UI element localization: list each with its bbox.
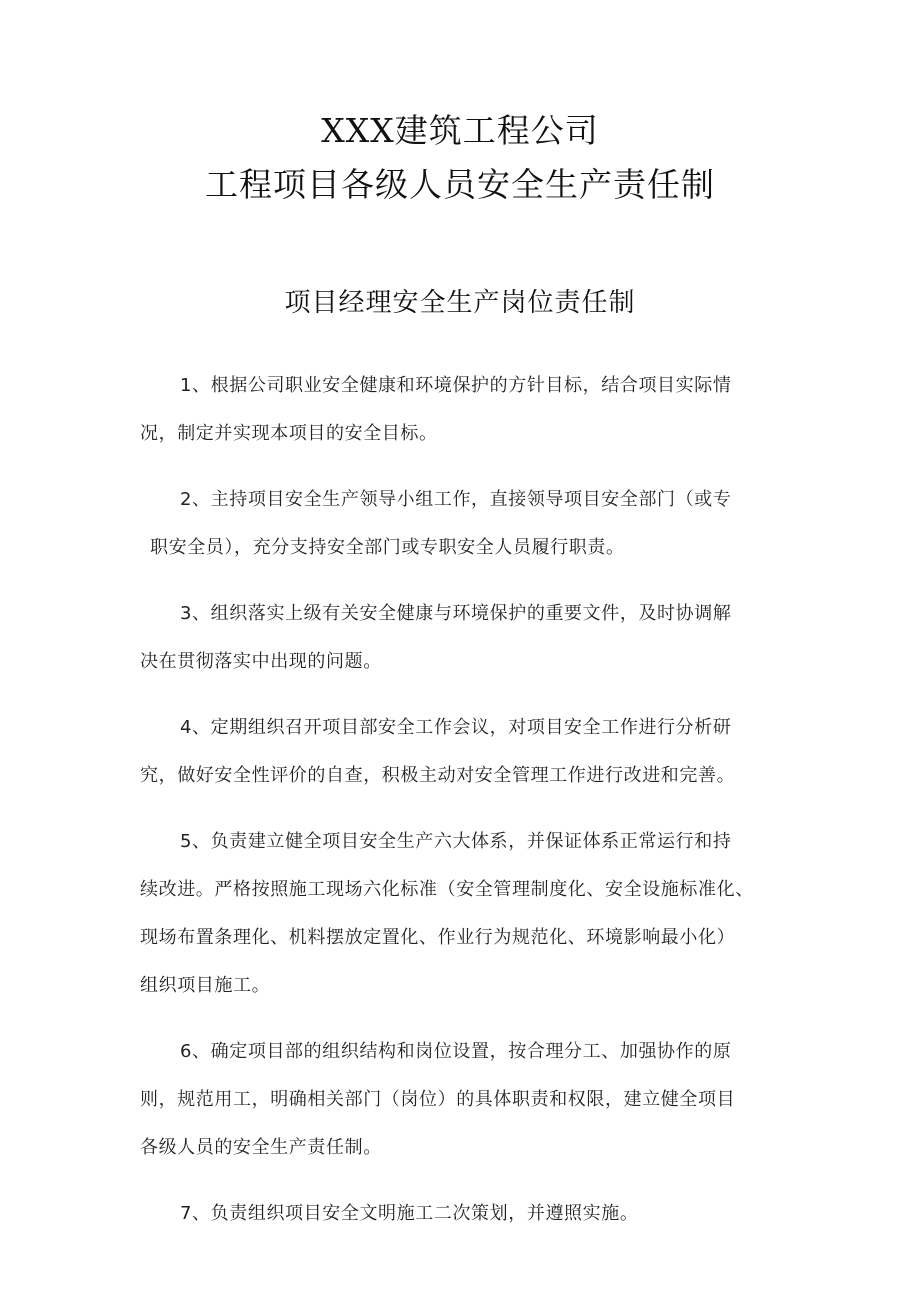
paragraph-line: 5、负责建立健全项目安全生产六大体系，并保证体系正常运行和持 — [180, 831, 732, 852]
paragraph-item-2 — [140, 476, 788, 572]
paragraph-line: 职安全员），充分支持安全部门或专职安全人员履行职责。 — [150, 537, 625, 558]
section-title: 项目经理安全生产岗位责任制 — [284, 288, 636, 318]
paragraph-line: 各级人员的安全生产责任制。 — [140, 1137, 382, 1158]
title-block — [0, 104, 920, 212]
paragraph-line: 组织项目施工。 — [140, 975, 271, 996]
paragraph-item-5 — [140, 818, 788, 1010]
paragraph-line: 决在贯彻落实中出现的问题。 — [140, 651, 382, 672]
paragraph-line: 况，制定并实现本项目的安全目标。 — [140, 423, 438, 444]
paragraph-line: 3、组织落实上级有关安全健康与环境保护的重要文件，及时协调解 — [180, 603, 732, 624]
paragraph-item-1 — [140, 362, 788, 458]
paragraph-item-7 — [140, 1190, 788, 1238]
paragraph-line: 1、根据公司职业安全健康和环境保护的方针目标，结合项目实际情 — [180, 375, 732, 396]
paragraph-line: 究，做好安全性评价的自查，积极主动对安全管理工作进行改进和完善。 — [140, 765, 736, 786]
paragraph-item-4 — [140, 704, 788, 800]
paragraph-line: 续改进。严格按照施工现场六化标准（安全管理制度化、安全设施标准化、 — [140, 879, 754, 900]
paragraph-line: 现场布置条理化、机料摆放定置化、作业行为规范化、环境影响最小化） — [140, 927, 736, 948]
paragraph-line: 2、主持项目安全生产领导小组工作，直接领导项目安全部门（或专 — [180, 489, 732, 510]
paragraph-item-6 — [140, 1028, 788, 1172]
paragraph-line: 7、负责组织项目安全文明施工二次策划，并遵照实施。 — [180, 1203, 639, 1224]
document-body — [140, 362, 788, 1256]
paragraph-line: 则，规范用工，明确相关部门（岗位）的具体职责和权限，建立健全项目 — [140, 1089, 736, 1110]
paragraph-line: 6、确定项目部的组织结构和岗位设置，按合理分工、加强协作的原 — [180, 1041, 732, 1062]
company-title: XXX建筑工程公司 — [321, 111, 599, 150]
paragraph-item-3 — [140, 590, 788, 686]
main-title: 工程项目各级人员安全生产责任制 — [205, 165, 715, 204]
paragraph-line: 4、定期组织召开项目部安全工作会议，对项目安全工作进行分析研 — [180, 717, 732, 738]
